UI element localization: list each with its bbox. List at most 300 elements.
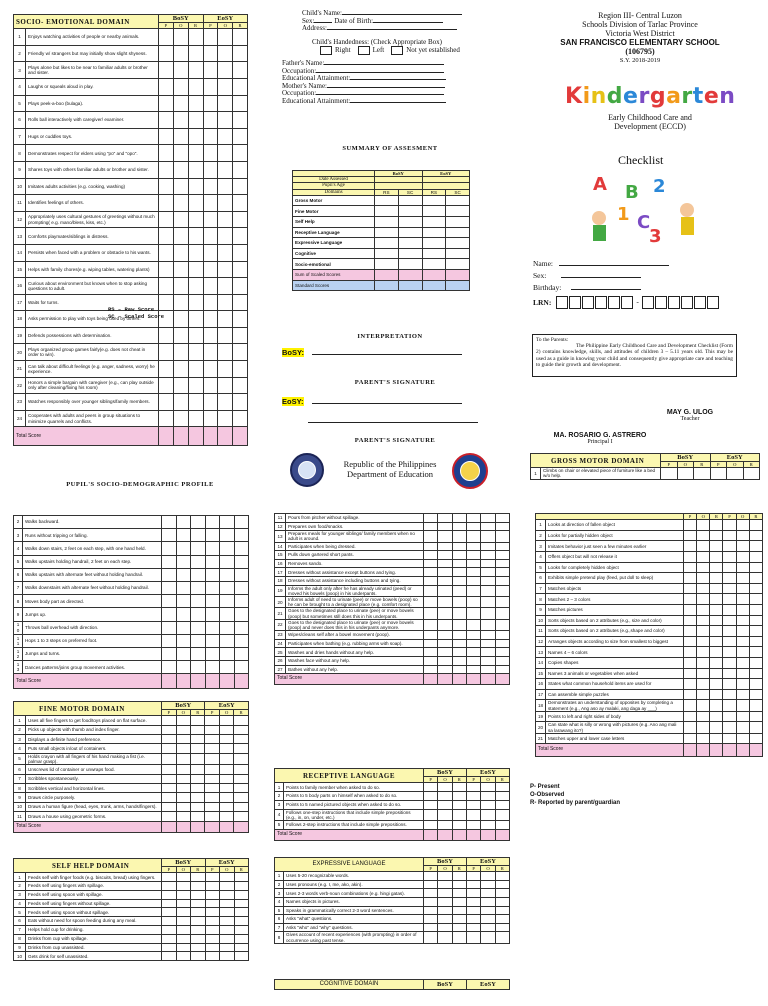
check-cell[interactable] — [723, 722, 736, 733]
check-cell[interactable] — [205, 952, 220, 961]
check-cell[interactable] — [495, 872, 509, 881]
check-cell[interactable] — [233, 62, 248, 79]
total-cell[interactable] — [424, 674, 438, 685]
check-cell[interactable] — [205, 899, 220, 908]
check-cell[interactable] — [466, 522, 480, 531]
check-cell[interactable] — [481, 531, 495, 542]
summary-score-cell[interactable] — [422, 238, 446, 249]
total-cell[interactable] — [467, 829, 481, 840]
check-cell[interactable] — [452, 585, 466, 596]
check-cell[interactable] — [219, 716, 233, 725]
check-cell[interactable] — [452, 872, 466, 881]
check-cell[interactable] — [218, 361, 233, 378]
check-cell[interactable] — [481, 809, 495, 820]
check-cell[interactable] — [723, 636, 736, 647]
check-cell[interactable] — [162, 952, 177, 961]
summary-score-cell[interactable] — [446, 259, 470, 270]
check-cell[interactable] — [190, 802, 204, 811]
check-cell[interactable] — [188, 294, 203, 311]
check-cell[interactable] — [452, 608, 466, 619]
check-cell[interactable] — [218, 327, 233, 344]
check-cell[interactable] — [710, 647, 723, 658]
check-cell[interactable] — [218, 294, 233, 311]
summary-score-cell[interactable] — [422, 259, 446, 270]
check-cell[interactable] — [736, 626, 749, 637]
lrn-digit-box[interactable] — [569, 296, 581, 309]
check-cell[interactable] — [191, 908, 206, 917]
check-cell[interactable] — [452, 783, 466, 792]
check-cell[interactable] — [205, 555, 220, 568]
check-cell[interactable] — [233, 228, 248, 245]
check-cell[interactable] — [203, 244, 218, 261]
total-cell[interactable] — [481, 674, 495, 685]
check-cell[interactable] — [203, 145, 218, 162]
check-cell[interactable] — [684, 604, 697, 615]
check-cell[interactable] — [205, 793, 219, 802]
check-cell[interactable] — [736, 711, 749, 722]
check-cell[interactable] — [176, 661, 191, 674]
check-cell[interactable] — [697, 700, 710, 711]
check-cell[interactable] — [190, 765, 204, 774]
check-cell[interactable] — [159, 344, 174, 361]
check-cell[interactable] — [176, 634, 191, 647]
check-cell[interactable] — [749, 689, 762, 700]
check-cell[interactable] — [234, 899, 249, 908]
check-cell[interactable] — [736, 594, 749, 605]
check-cell[interactable] — [438, 608, 452, 619]
check-cell[interactable] — [710, 583, 723, 594]
check-cell[interactable] — [220, 917, 235, 926]
check-cell[interactable] — [219, 744, 233, 753]
check-cell[interactable] — [191, 621, 206, 634]
check-cell[interactable] — [220, 943, 235, 952]
check-cell[interactable] — [495, 889, 509, 898]
check-cell[interactable] — [684, 636, 697, 647]
check-cell[interactable] — [452, 596, 466, 607]
check-cell[interactable] — [481, 585, 495, 596]
check-cell[interactable] — [162, 899, 177, 908]
total-cell[interactable] — [159, 427, 174, 446]
check-cell[interactable] — [710, 573, 723, 584]
check-cell[interactable] — [188, 228, 203, 245]
lrn-digit-box[interactable] — [655, 296, 667, 309]
check-cell[interactable] — [697, 722, 710, 733]
check-cell[interactable] — [191, 595, 206, 608]
check-cell[interactable] — [749, 541, 762, 552]
check-cell[interactable] — [190, 793, 204, 802]
check-cell[interactable] — [190, 753, 204, 764]
check-cell[interactable] — [191, 925, 206, 934]
check-cell[interactable] — [162, 621, 177, 634]
check-cell[interactable] — [162, 783, 176, 792]
check-cell[interactable] — [424, 821, 438, 830]
lrn-digit-box[interactable] — [582, 296, 594, 309]
check-cell[interactable] — [233, 112, 248, 129]
check-cell[interactable] — [710, 711, 723, 722]
check-cell[interactable] — [481, 631, 495, 640]
check-cell[interactable] — [173, 244, 188, 261]
check-cell[interactable] — [159, 178, 174, 195]
check-cell[interactable] — [467, 792, 481, 801]
check-cell[interactable] — [723, 551, 736, 562]
check-cell[interactable] — [188, 78, 203, 95]
check-cell[interactable] — [452, 889, 466, 898]
check-cell[interactable] — [736, 657, 749, 668]
summary-score-cell[interactable] — [398, 206, 422, 217]
check-cell[interactable] — [452, 576, 466, 585]
check-cell[interactable] — [697, 657, 710, 668]
check-cell[interactable] — [188, 311, 203, 328]
total-cell[interactable] — [203, 427, 218, 446]
check-cell[interactable] — [203, 95, 218, 112]
check-cell[interactable] — [159, 244, 174, 261]
check-cell[interactable] — [710, 604, 723, 615]
check-cell[interactable] — [466, 551, 480, 560]
check-cell[interactable] — [220, 555, 235, 568]
summary-score-cell[interactable] — [375, 206, 399, 217]
check-cell[interactable] — [173, 327, 188, 344]
check-cell[interactable] — [188, 145, 203, 162]
check-cell[interactable] — [684, 657, 697, 668]
check-cell[interactable] — [162, 542, 177, 555]
check-cell[interactable] — [684, 679, 697, 690]
check-cell[interactable] — [438, 906, 452, 915]
check-cell[interactable] — [234, 917, 249, 926]
summary-score-cell[interactable] — [446, 227, 470, 238]
total-cell[interactable] — [466, 674, 480, 685]
check-cell[interactable] — [481, 542, 495, 551]
check-cell[interactable] — [495, 792, 509, 801]
check-cell[interactable] — [495, 880, 509, 889]
check-cell[interactable] — [723, 647, 736, 658]
summary-score-cell[interactable] — [422, 206, 446, 217]
check-cell[interactable] — [173, 211, 188, 228]
check-cell[interactable] — [684, 689, 697, 700]
check-cell[interactable] — [173, 278, 188, 295]
check-cell[interactable] — [749, 626, 762, 637]
check-cell[interactable] — [710, 626, 723, 637]
check-cell[interactable] — [736, 668, 749, 679]
check-cell[interactable] — [205, 581, 220, 594]
check-cell[interactable] — [723, 541, 736, 552]
check-cell[interactable] — [424, 522, 438, 531]
check-cell[interactable] — [723, 562, 736, 573]
check-cell[interactable] — [466, 923, 480, 932]
check-cell[interactable] — [424, 783, 438, 792]
check-cell[interactable] — [218, 112, 233, 129]
check-cell[interactable] — [438, 619, 452, 630]
check-cell[interactable] — [684, 520, 697, 531]
check-cell[interactable] — [191, 934, 206, 943]
check-cell[interactable] — [684, 551, 697, 562]
check-cell[interactable] — [466, 514, 480, 523]
total-cell[interactable] — [219, 821, 233, 832]
check-cell[interactable] — [234, 725, 249, 734]
check-cell[interactable] — [424, 531, 438, 542]
check-cell[interactable] — [205, 925, 220, 934]
check-cell[interactable] — [159, 78, 174, 95]
total-cell[interactable] — [481, 829, 495, 840]
check-cell[interactable] — [438, 585, 452, 596]
check-cell[interactable] — [495, 559, 509, 568]
check-cell[interactable] — [203, 178, 218, 195]
check-cell[interactable] — [162, 595, 177, 608]
check-cell[interactable] — [234, 952, 249, 961]
check-cell[interactable] — [188, 394, 203, 411]
check-cell[interactable] — [452, 915, 466, 924]
check-cell[interactable] — [234, 943, 249, 952]
check-cell[interactable] — [234, 595, 249, 608]
check-cell[interactable] — [481, 897, 495, 906]
check-cell[interactable] — [220, 529, 235, 542]
check-cell[interactable] — [162, 765, 176, 774]
check-cell[interactable] — [233, 178, 248, 195]
check-cell[interactable] — [176, 647, 191, 660]
check-cell[interactable] — [233, 45, 248, 62]
check-cell[interactable] — [173, 128, 188, 145]
check-cell[interactable] — [424, 542, 438, 551]
check-cell[interactable] — [176, 608, 191, 621]
total-cell[interactable] — [495, 674, 509, 685]
check-cell[interactable] — [697, 530, 710, 541]
check-cell[interactable] — [495, 932, 509, 943]
check-cell[interactable] — [234, 774, 249, 783]
check-cell[interactable] — [438, 596, 452, 607]
summary-score-cell[interactable] — [398, 259, 422, 270]
check-cell[interactable] — [176, 812, 190, 821]
check-cell[interactable] — [233, 311, 248, 328]
check-cell[interactable] — [162, 744, 176, 753]
check-cell[interactable] — [749, 530, 762, 541]
check-cell[interactable] — [234, 568, 249, 581]
check-cell[interactable] — [173, 29, 188, 46]
check-cell[interactable] — [159, 29, 174, 46]
check-cell[interactable] — [203, 195, 218, 212]
check-cell[interactable] — [173, 294, 188, 311]
check-cell[interactable] — [684, 700, 697, 711]
check-cell[interactable] — [466, 619, 480, 630]
total-cell[interactable] — [697, 744, 710, 757]
check-cell[interactable] — [466, 639, 480, 648]
check-cell[interactable] — [233, 78, 248, 95]
check-cell[interactable] — [234, 882, 249, 891]
check-cell[interactable] — [173, 112, 188, 129]
check-cell[interactable] — [190, 774, 204, 783]
check-cell[interactable] — [205, 774, 219, 783]
check-cell[interactable] — [661, 468, 678, 479]
check-cell[interactable] — [438, 551, 452, 560]
check-cell[interactable] — [159, 211, 174, 228]
check-cell[interactable] — [176, 793, 190, 802]
check-cell[interactable] — [495, 608, 509, 619]
check-cell[interactable] — [188, 211, 203, 228]
check-cell[interactable] — [736, 562, 749, 573]
check-cell[interactable] — [176, 753, 190, 764]
check-cell[interactable] — [220, 581, 235, 594]
check-cell[interactable] — [452, 656, 466, 665]
check-cell[interactable] — [438, 639, 452, 648]
check-cell[interactable] — [205, 725, 219, 734]
check-cell[interactable] — [466, 631, 480, 640]
check-cell[interactable] — [684, 647, 697, 658]
check-cell[interactable] — [452, 559, 466, 568]
check-cell[interactable] — [188, 278, 203, 295]
check-cell[interactable] — [162, 793, 176, 802]
check-cell[interactable] — [233, 244, 248, 261]
check-cell[interactable] — [205, 716, 219, 725]
check-cell[interactable] — [205, 744, 219, 753]
check-cell[interactable] — [710, 733, 723, 744]
check-cell[interactable] — [188, 344, 203, 361]
lrn-digit-box[interactable] — [608, 296, 620, 309]
check-cell[interactable] — [220, 925, 235, 934]
check-cell[interactable] — [159, 45, 174, 62]
check-cell[interactable] — [710, 562, 723, 573]
check-cell[interactable] — [176, 595, 191, 608]
check-cell[interactable] — [495, 783, 509, 792]
sex-field[interactable] — [314, 22, 332, 23]
check-cell[interactable] — [452, 923, 466, 932]
check-cell[interactable] — [220, 908, 235, 917]
check-cell[interactable] — [162, 812, 176, 821]
check-cell[interactable] — [188, 95, 203, 112]
check-cell[interactable] — [176, 774, 190, 783]
check-cell[interactable] — [481, 559, 495, 568]
check-cell[interactable] — [710, 722, 723, 733]
check-cell[interactable] — [233, 394, 248, 411]
check-cell[interactable] — [452, 522, 466, 531]
check-cell[interactable] — [218, 145, 233, 162]
child-name-field[interactable] — [342, 14, 462, 15]
check-cell[interactable] — [697, 604, 710, 615]
total-cell[interactable] — [176, 674, 191, 689]
lrn-digit-box[interactable] — [681, 296, 693, 309]
check-cell[interactable] — [173, 78, 188, 95]
check-cell[interactable] — [495, 596, 509, 607]
lrn-digit-box[interactable] — [707, 296, 719, 309]
check-cell[interactable] — [176, 568, 191, 581]
check-cell[interactable] — [710, 668, 723, 679]
check-cell[interactable] — [191, 917, 206, 926]
check-cell[interactable] — [162, 882, 177, 891]
check-cell[interactable] — [710, 689, 723, 700]
check-cell[interactable] — [697, 668, 710, 679]
check-cell[interactable] — [162, 634, 177, 647]
check-cell[interactable] — [452, 665, 466, 674]
check-cell[interactable] — [697, 689, 710, 700]
check-cell[interactable] — [749, 722, 762, 733]
total-cell[interactable] — [438, 674, 452, 685]
check-cell[interactable] — [173, 195, 188, 212]
check-cell[interactable] — [438, 809, 452, 820]
check-cell[interactable] — [481, 783, 495, 792]
check-cell[interactable] — [176, 516, 191, 529]
check-cell[interactable] — [233, 261, 248, 278]
check-cell[interactable] — [176, 621, 191, 634]
check-cell[interactable] — [218, 95, 233, 112]
check-cell[interactable] — [438, 531, 452, 542]
check-cell[interactable] — [438, 568, 452, 577]
check-cell[interactable] — [176, 581, 191, 594]
check-cell[interactable] — [188, 112, 203, 129]
check-cell[interactable] — [438, 897, 452, 906]
check-cell[interactable] — [697, 647, 710, 658]
check-cell[interactable] — [749, 636, 762, 647]
check-cell[interactable] — [466, 576, 480, 585]
check-cell[interactable] — [176, 890, 191, 899]
check-cell[interactable] — [162, 734, 176, 743]
check-cell[interactable] — [684, 573, 697, 584]
check-cell[interactable] — [191, 555, 206, 568]
summary-score-cell[interactable] — [375, 269, 399, 280]
check-cell[interactable] — [162, 753, 176, 764]
check-cell[interactable] — [481, 648, 495, 657]
check-cell[interactable] — [495, 923, 509, 932]
check-cell[interactable] — [710, 468, 727, 479]
check-cell[interactable] — [218, 377, 233, 394]
summary-score-cell[interactable] — [398, 195, 422, 206]
check-cell[interactable] — [481, 821, 495, 830]
check-cell[interactable] — [749, 647, 762, 658]
check-cell[interactable] — [176, 744, 190, 753]
check-cell[interactable] — [203, 128, 218, 145]
check-cell[interactable] — [220, 934, 235, 943]
check-cell[interactable] — [452, 880, 466, 889]
check-cell[interactable] — [424, 932, 438, 943]
check-cell[interactable] — [684, 722, 697, 733]
check-cell[interactable] — [736, 604, 749, 615]
right-checkbox[interactable] — [320, 46, 332, 55]
summary-score-cell[interactable] — [398, 269, 422, 280]
check-cell[interactable] — [233, 327, 248, 344]
check-cell[interactable] — [233, 294, 248, 311]
check-cell[interactable] — [438, 889, 452, 898]
check-cell[interactable] — [684, 711, 697, 722]
check-cell[interactable] — [159, 128, 174, 145]
check-cell[interactable] — [218, 394, 233, 411]
lrn-boxes[interactable] — [556, 296, 719, 309]
check-cell[interactable] — [234, 744, 249, 753]
check-cell[interactable] — [205, 802, 219, 811]
check-cell[interactable] — [159, 278, 174, 295]
check-cell[interactable] — [188, 244, 203, 261]
check-cell[interactable] — [162, 908, 177, 917]
check-cell[interactable] — [203, 278, 218, 295]
check-cell[interactable] — [205, 917, 220, 926]
check-cell[interactable] — [233, 377, 248, 394]
lrn-digit-box[interactable] — [556, 296, 568, 309]
check-cell[interactable] — [736, 583, 749, 594]
check-cell[interactable] — [219, 774, 233, 783]
check-cell[interactable] — [220, 608, 235, 621]
check-cell[interactable] — [159, 145, 174, 162]
check-cell[interactable] — [710, 594, 723, 605]
check-cell[interactable] — [162, 934, 177, 943]
summary-score-cell[interactable] — [375, 259, 399, 270]
check-cell[interactable] — [438, 932, 452, 943]
check-cell[interactable] — [233, 361, 248, 378]
check-cell[interactable] — [190, 734, 204, 743]
check-cell[interactable] — [218, 278, 233, 295]
check-cell[interactable] — [220, 647, 235, 660]
check-cell[interactable] — [481, 576, 495, 585]
check-cell[interactable] — [424, 568, 438, 577]
check-cell[interactable] — [218, 161, 233, 178]
left-checkbox[interactable] — [358, 46, 370, 55]
summary-score-cell[interactable] — [446, 217, 470, 228]
total-cell[interactable] — [205, 821, 219, 832]
check-cell[interactable] — [234, 793, 249, 802]
